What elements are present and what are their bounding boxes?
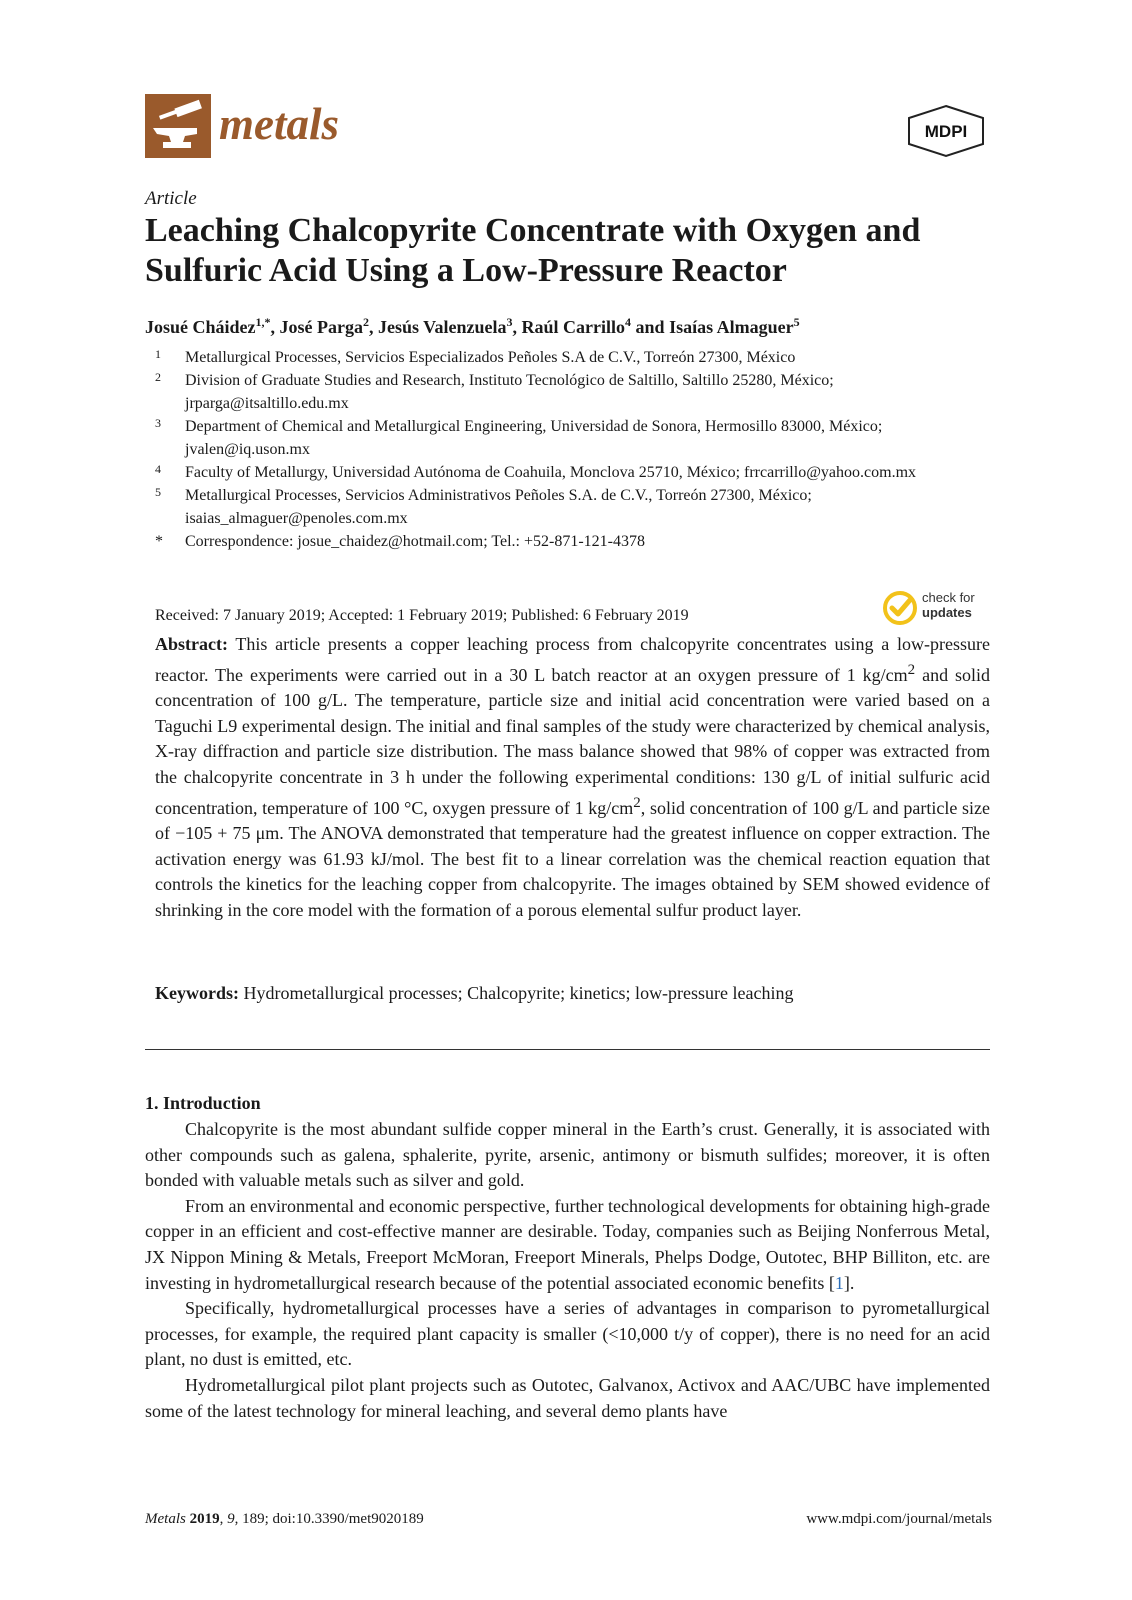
paragraph-text: ]. [843,1272,855,1293]
affiliation-text: Faculty of Metallurgy, Universidad Autónoma de Coahuila, Monclova 25710, México; frrcarrillo@yahoo.com.mx [185,464,917,481]
section-divider [145,1049,990,1050]
citation-link[interactable]: 1 [834,1272,844,1293]
paragraph-text: From an environmental and economic perspective, further technological developments for obtaining high-grade copper in an efficient and cost-effective manner are desirable. Today, companies such as Beijing Nonferrous Metal, JX Nippon Mining & Metals, Freeport McMoran, Freeport Minerals, Phelps Dodge, Outotec, BHP Billiton, etc. are investing in hydrometallurgical research because of the potential associated economic benefits [ [145,1195,990,1293]
author-separator: and [631,317,670,337]
updates-label-line2: updates [922,605,972,620]
author-separator: , [512,317,522,337]
author-separator: , [369,317,378,337]
author-list [145,315,1025,338]
affiliation-text: Department of Chemical and Metallurgical Engineering, Universidad de Sonora, Hermosillo 83000, México; jvalen@iq.uson.mx [185,418,883,458]
publisher-name: MDPI [924,122,968,141]
article-type: Article [145,188,197,209]
journal-logo [145,94,211,158]
author-name: Josué Cháidez [145,317,256,337]
abstract [155,632,990,924]
superscript: 2 [907,661,916,678]
journal-url[interactable]: www.mdpi.com/journal/metals [806,1511,992,1527]
affiliation-item [155,461,1000,484]
author-separator: , [270,317,280,337]
abstract-text: , solid concentration of 100 g/L and particle size of −105 + 75 μm. The ANOVA demonstrated that temperature had the greatest influence on copper extraction. The activation energy was 61.93 kJ/mol. The best fit to a linear correlation was the chemical reaction equation that controls the kinetics for the leaching copper from chalcopyrite. The images obtained by SEM showed evidence of shrinking in the core model with the formation of a porous elemental sulfur product layer. [155,797,990,920]
abstract-label: Abstract: [155,634,228,654]
section-heading: 1. Introduction [145,1093,261,1113]
keywords [155,983,990,1004]
keywords-label: Keywords: [155,983,239,1003]
updates-label-line1: check for [922,590,975,605]
paragraph: Hydrometallurgical pilot plant projects such as Outotec, Galvanox, Activox and AAC/UBC have implemented some of the latest technology for mineral leaching, and several demo plants have [145,1374,990,1421]
correspondence-mark: * [155,533,163,550]
author-name: José Parga [279,317,363,337]
footer-year: 2019 [189,1511,220,1527]
anvil-hammer-icon [145,94,211,158]
introduction-body [145,1117,990,1424]
author-affiliation-mark: 4 [625,315,632,329]
affiliation-mark: 4 [155,462,161,476]
footer-doi: , 189; doi:10.3390/met9020189 [234,1511,424,1527]
citation-footer: Metals 2019, 9, 189; doi:10.3390/met9020189 [145,1511,424,1527]
correspondence-item [155,530,1000,553]
abstract-text: This article presents a copper leaching process from chalcopyrite concentrates using a low-pressure reactor. The experiments were carried out in a 30 L batch reactor at an oxygen pressure of 1 kg/cm [155,634,990,685]
author-affiliation-mark: 1,* [255,315,271,329]
check-for-updates-badge[interactable] [883,590,993,630]
affiliation-item [155,346,1000,369]
publication-dates: Received: 7 January 2019; Accepted: 1 February 2019; Published: 6 February 2019 [155,607,689,624]
affiliation-mark: 5 [155,485,161,499]
affiliation-mark: 2 [155,370,161,384]
affiliation-item [155,369,1000,415]
author-name: Isaías Almaguer [669,317,794,337]
author-affiliation-mark: 3 [506,315,513,329]
journal-name: metals [219,99,339,149]
author-name: Raúl Carrillo [521,317,626,337]
checkmark-circle-icon [883,591,917,625]
superscript: 2 [633,794,641,811]
paragraph: Specifically, hydrometallurgical processes have a series of advantages in comparison to pyrometallurgical processes, for example, the required plant capacity is smaller (<10,000 t/y of copper), there is no need for an acid plant, no dust is emitted, etc. [145,1298,990,1370]
correspondence-text: Correspondence: josue_chaidez@hotmail.com; Tel.: +52-871-121-4378 [185,533,646,550]
article-title: Leaching Chalcopyrite Concentrate with Oxygen and Sulfuric Acid Using a Low-Pressure Reactor [145,212,921,289]
keywords-text: Hydrometallurgical processes; Chalcopyrite; kinetics; low-pressure leaching [239,983,794,1003]
affiliation-text: Metallurgical Processes, Servicios Especializados Peñoles S.A de C.V., Torreón 27300, México [185,349,796,366]
affiliation-mark: 3 [155,416,161,430]
affiliation-text: Metallurgical Processes, Servicios Administrativos Peñoles S.A. de C.V., Torreón 27300, México; isaias_almaguer@penoles.com.mx [185,487,812,527]
affiliation-item [155,484,1000,530]
paragraph [145,1194,990,1296]
footer-volume: 9 [227,1511,235,1527]
author-affiliation-mark: 2 [363,315,369,329]
footer-journal: Metals [145,1511,186,1527]
author-name: Jesús Valenzuela [378,317,507,337]
affiliation-text: Division of Graduate Studies and Research, Instituto Tecnológico de Saltillo, Saltillo 25280, México; jrparga@itsaltillo.edu.mx [185,372,834,412]
affiliation-list [155,346,1000,553]
author-affiliation-mark: 5 [793,315,800,329]
affiliation-item [155,415,1000,461]
paragraph: Chalcopyrite is the most abundant sulfide copper mineral in the Earth’s crust. Generally, it is associated with other compounds such as galena, sphalerite, pyrite, arsenic, antimony or bismuth sulfides; moreover, it is often bonded with valuable metals such as silver and gold. [145,1119,990,1191]
affiliation-mark: 1 [155,347,161,361]
publisher-logo [905,104,987,158]
abstract-text: and solid concentration of 100 g/L. The temperature, particle size and initial acid concentration were varied based on a Taguchi L9 experimental design. The initial and final samples of the study were characterized by chemical analysis, X-ray diffraction and particle size distribution. The mass balance showed that 98% of copper was extracted from the chalcopyrite concentrate in 3 h under the following experimental conditions: 130 g/L of initial sulfuric acid concentration, temperature of 100 °C, oxygen pressure of 1 kg/cm [155,664,990,818]
